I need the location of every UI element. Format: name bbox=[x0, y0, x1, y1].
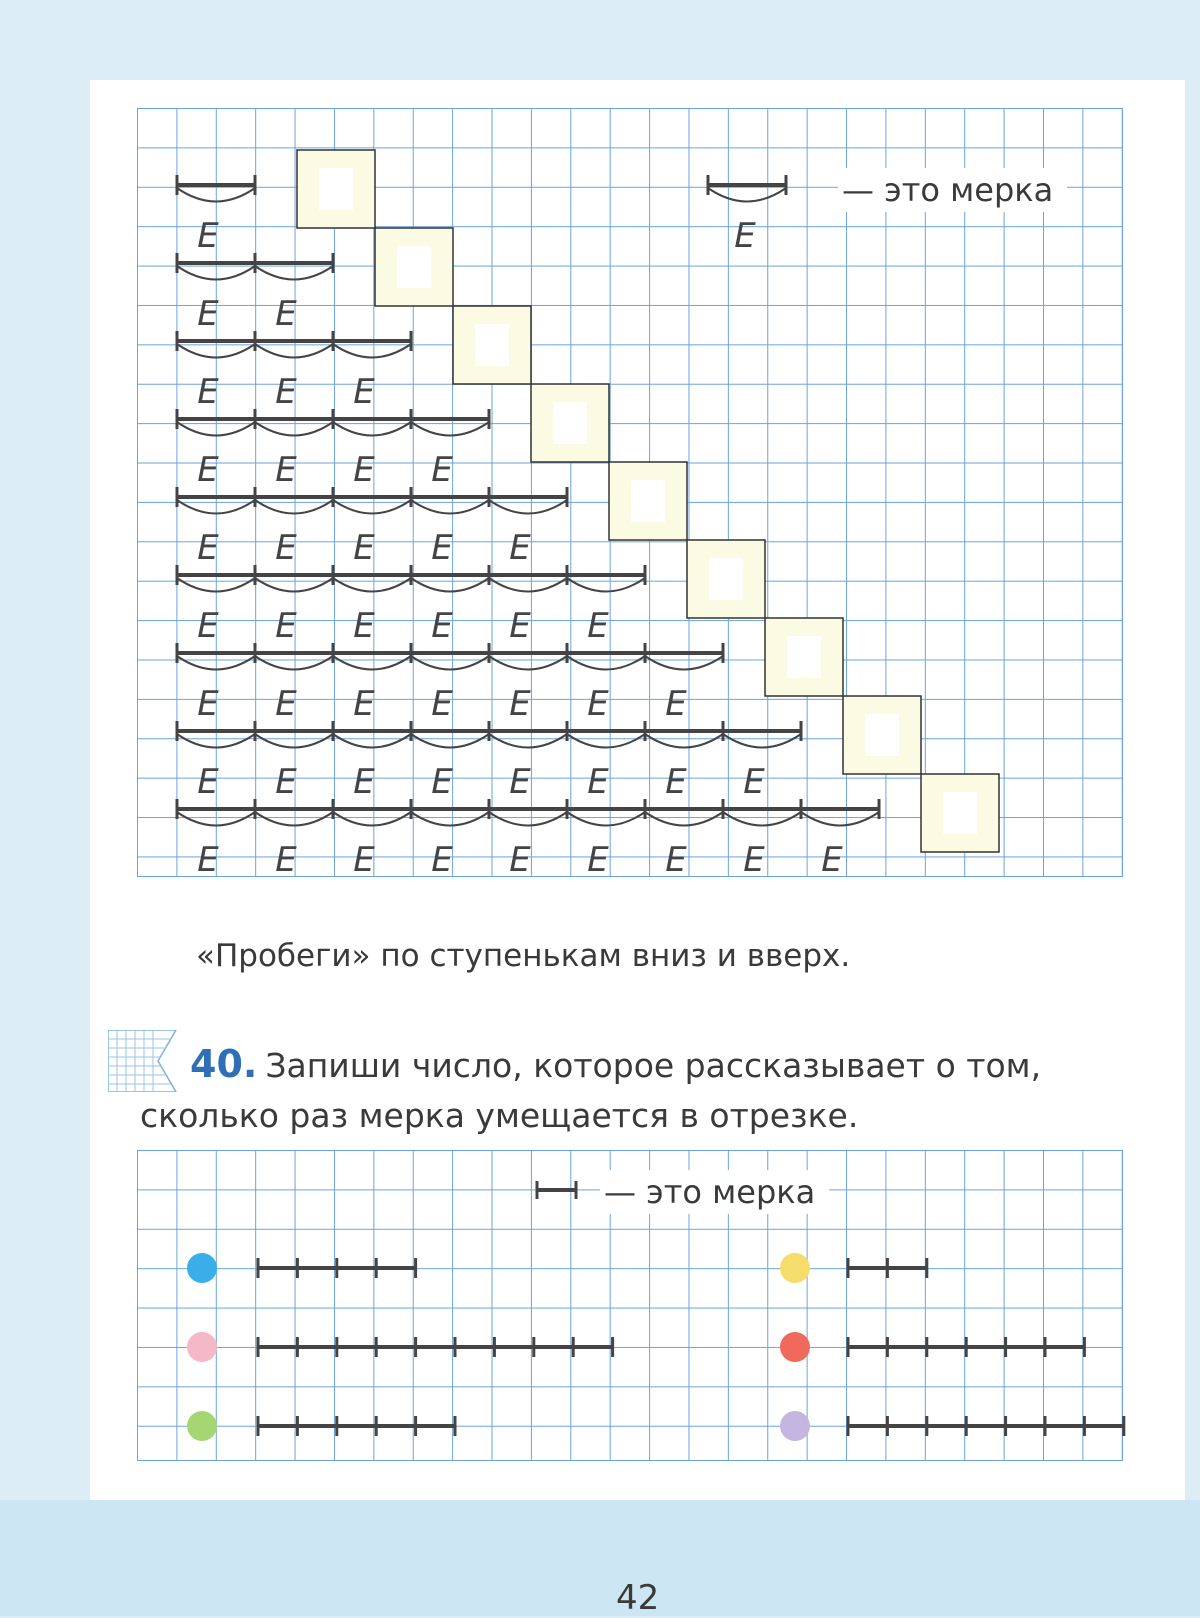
measure-letter: Е bbox=[197, 216, 219, 256]
measure-letter: Е bbox=[431, 450, 453, 490]
measure-letter: Е bbox=[743, 840, 765, 880]
measure-arc bbox=[723, 812, 801, 826]
measure-letter: Е bbox=[509, 606, 531, 646]
measure-key-letter: Е bbox=[734, 216, 756, 256]
measure-letter: Е bbox=[353, 684, 375, 724]
measure-letter: Е bbox=[275, 684, 297, 724]
measure-arc bbox=[255, 812, 333, 826]
measure-letter: Е bbox=[275, 762, 297, 802]
measure-letter: Е bbox=[197, 294, 219, 334]
measure-letter: Е bbox=[509, 840, 531, 880]
measure-letter: Е bbox=[587, 840, 609, 880]
color-dot bbox=[187, 1332, 217, 1362]
measure-arc bbox=[255, 578, 333, 592]
color-dot bbox=[187, 1411, 217, 1441]
measure-arc bbox=[177, 422, 255, 436]
measure-letter: Е bbox=[431, 684, 453, 724]
measure-arc bbox=[489, 500, 567, 514]
measure-letter: Е bbox=[431, 528, 453, 568]
measure-letter: Е bbox=[197, 372, 219, 412]
measure-arc bbox=[411, 812, 489, 826]
color-dot bbox=[780, 1411, 810, 1441]
instruction-text: «Пробеги» по ступенькам вниз и вверх. bbox=[196, 938, 851, 974]
task-text-line2: сколько раз мерка умещается в отрезке. bbox=[140, 1096, 859, 1135]
measure-arc bbox=[333, 734, 411, 748]
measure-arc bbox=[255, 656, 333, 670]
measure-letter: Е bbox=[197, 528, 219, 568]
task-number: 40. bbox=[190, 1042, 258, 1086]
measure-letter: Е bbox=[197, 450, 219, 490]
measure-letter: Е bbox=[821, 840, 843, 880]
measure-arc bbox=[489, 812, 567, 826]
measure-letter: Е bbox=[275, 450, 297, 490]
step-inner-window bbox=[709, 558, 743, 600]
color-dot bbox=[780, 1332, 810, 1362]
measure-letter: Е bbox=[197, 762, 219, 802]
measure-letter: Е bbox=[275, 606, 297, 646]
measure-arc bbox=[255, 500, 333, 514]
step-inner-window bbox=[319, 168, 353, 210]
measure-key-label-2: — это мерка bbox=[600, 1170, 829, 1214]
measure-letter: Е bbox=[431, 606, 453, 646]
measure-arc bbox=[177, 188, 255, 202]
measure-letter: Е bbox=[275, 840, 297, 880]
measure-letter: Е bbox=[431, 840, 453, 880]
measure-arc bbox=[177, 656, 255, 670]
measure-arc bbox=[255, 344, 333, 358]
measure-arc bbox=[255, 266, 333, 280]
grid-notebook-icon bbox=[108, 1030, 180, 1092]
measure-letter: Е bbox=[353, 762, 375, 802]
measure-arc bbox=[333, 812, 411, 826]
measure-arc bbox=[411, 422, 489, 436]
measure-letter: Е bbox=[743, 762, 765, 802]
measure-arc bbox=[723, 734, 801, 748]
measure-letter: Е bbox=[509, 684, 531, 724]
measure-letter: Е bbox=[587, 762, 609, 802]
measure-arc bbox=[567, 734, 645, 748]
measure-key-label: — это мерка bbox=[838, 168, 1067, 212]
measure-letter: Е bbox=[353, 372, 375, 412]
measure-arc bbox=[489, 656, 567, 670]
measure-letter: Е bbox=[665, 762, 687, 802]
measure-letter: Е bbox=[353, 450, 375, 490]
measure-arc bbox=[177, 266, 255, 280]
measure-arc bbox=[333, 500, 411, 514]
step-inner-window bbox=[631, 480, 665, 522]
step-inner-window bbox=[943, 792, 977, 834]
measure-arc bbox=[255, 734, 333, 748]
measure-arc bbox=[411, 578, 489, 592]
measure-arc bbox=[333, 578, 411, 592]
measure-letter: Е bbox=[197, 684, 219, 724]
measure-arc bbox=[567, 656, 645, 670]
measure-letter: Е bbox=[353, 528, 375, 568]
color-dot bbox=[187, 1253, 217, 1283]
measure-arc bbox=[177, 344, 255, 358]
measure-arc bbox=[411, 500, 489, 514]
measure-letter: Е bbox=[275, 294, 297, 334]
step-inner-window bbox=[787, 636, 821, 678]
color-dot bbox=[780, 1253, 810, 1283]
measure-arc bbox=[333, 656, 411, 670]
measure-letter: Е bbox=[275, 528, 297, 568]
measure-letter: Е bbox=[197, 606, 219, 646]
step-inner-window bbox=[553, 402, 587, 444]
measure-arc bbox=[489, 578, 567, 592]
measure-arc bbox=[333, 422, 411, 436]
measure-arc bbox=[411, 656, 489, 670]
step-inner-window bbox=[475, 324, 509, 366]
measure-letter: Е bbox=[431, 762, 453, 802]
measure-letter: Е bbox=[509, 762, 531, 802]
measure-arc bbox=[567, 812, 645, 826]
measure-letter: Е bbox=[587, 684, 609, 724]
measure-arc bbox=[567, 578, 645, 592]
measure-arc bbox=[801, 812, 879, 826]
measure-letter: Е bbox=[665, 840, 687, 880]
measure-arc bbox=[645, 656, 723, 670]
page-number: 42 bbox=[616, 1578, 660, 1618]
measure-key-arc bbox=[708, 188, 786, 202]
measure-letter: Е bbox=[353, 606, 375, 646]
measure-letter: Е bbox=[353, 840, 375, 880]
measure-arc bbox=[177, 734, 255, 748]
measure-letter: Е bbox=[197, 840, 219, 880]
measure-arc bbox=[489, 734, 567, 748]
step-inner-window bbox=[397, 246, 431, 288]
measure-arc bbox=[333, 344, 411, 358]
task-text-line1-content: Запиши число, которое рассказывает о том, bbox=[265, 1046, 1042, 1085]
measure-letter: Е bbox=[665, 684, 687, 724]
measure-letter: Е bbox=[275, 372, 297, 412]
measure-arc bbox=[411, 734, 489, 748]
measure-arc bbox=[645, 812, 723, 826]
measure-letter: Е bbox=[509, 528, 531, 568]
measure-arc bbox=[255, 422, 333, 436]
measure-arc bbox=[177, 500, 255, 514]
measure-arc bbox=[177, 812, 255, 826]
measure-arc bbox=[645, 734, 723, 748]
step-inner-window bbox=[865, 714, 899, 756]
task-text-line1 bbox=[190, 1040, 1041, 1090]
measure-letter: Е bbox=[587, 606, 609, 646]
measure-arc bbox=[177, 578, 255, 592]
